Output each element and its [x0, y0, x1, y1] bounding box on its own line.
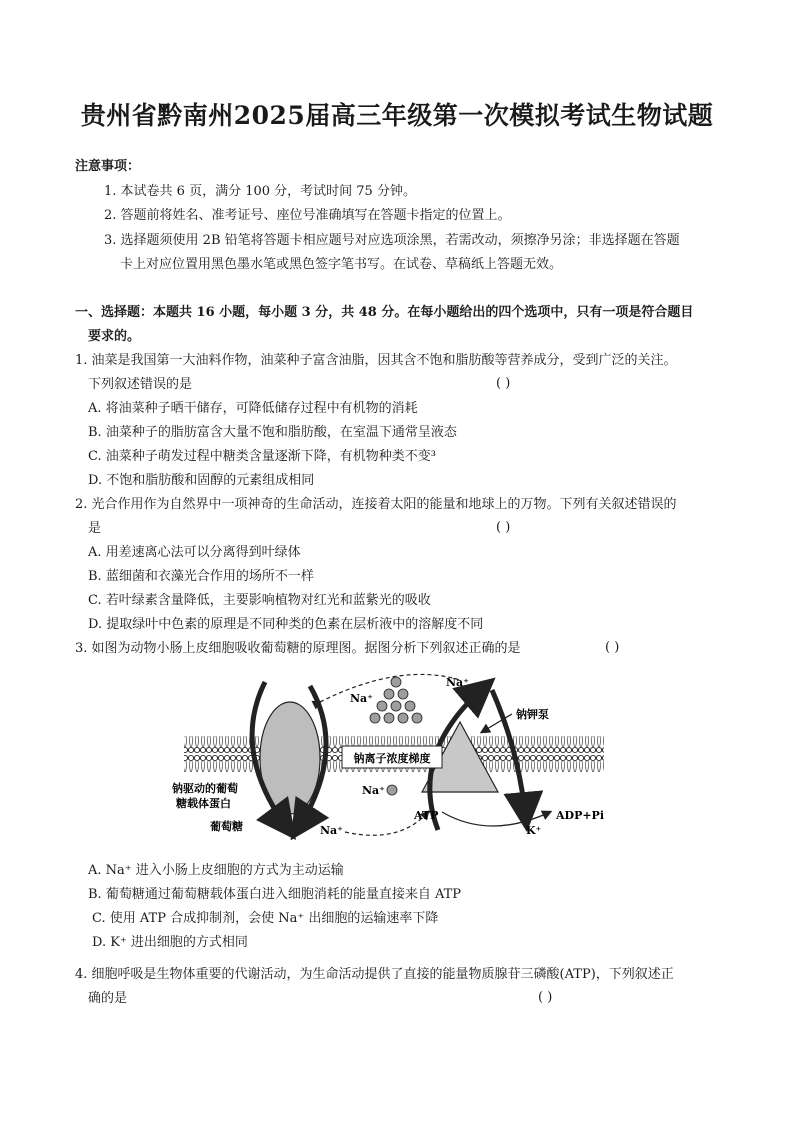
na-label-inside: Na⁺	[362, 784, 385, 797]
pump-label: 钠钾泵	[516, 708, 549, 721]
option: D. 提取绿叶中色素的原理是不同种类的色素在层析液中的溶解度不同	[88, 617, 484, 632]
question-stem: 是	[88, 521, 102, 536]
option: B. 葡萄糖通过葡萄糖载体蛋白进入细胞消耗的能量直接来自 ATP	[88, 887, 462, 902]
option: D. K⁺ 进出细胞的方式相同	[92, 935, 248, 950]
notice-item: 卡上对应位置用黑色墨水笔或黑色签字笔书写。在试卷、草稿纸上答题无效。	[120, 257, 563, 272]
atp-label: ATP	[414, 809, 439, 822]
answer-paren: ( )	[496, 376, 511, 391]
option: A. Na⁺ 进入小肠上皮细胞的方式为主动运输	[88, 863, 344, 878]
na-ions-cluster	[370, 677, 422, 723]
notice-item: 1. 本试卷共 6 页，满分 100 分，考试时间 75 分钟。	[104, 184, 416, 199]
gradient-label: 钠离子浓度梯度	[353, 752, 431, 765]
option: D. 不饱和脂肪酸和固醇的元素组成相同	[88, 473, 315, 488]
question-stem: 4. 细胞呼吸是生物体重要的代谢活动，为生命活动提供了直接的能量物质腺苷三磷酸(ATP)，下列叙述正	[75, 967, 674, 982]
question-stem: 确的是	[88, 991, 128, 1006]
notice-item: 3. 选择题须使用 2B 铅笔将答题卡相应题号对应选项涂黑，若需改动，须擦净另涂；非选择题在答题	[104, 233, 680, 248]
question-stem: 2. 光合作用作为自然界中一项神奇的生命活动，连接着太阳的能量和地球上的万物。下列有关叙述错误的	[75, 497, 677, 512]
carrier-label: 钠驱动的葡萄	[172, 782, 238, 795]
option: C. 使用 ATP 合成抑制剂，会使 Na⁺ 出细胞的运输速率下降	[92, 911, 439, 926]
question-stem: 下列叙述错误的是	[88, 377, 193, 392]
answer-paren: ( )	[496, 520, 511, 535]
question-stem: 1. 油菜是我国第一大油料作物，油菜种子富含油脂，因其含不饱和脂肪酸等营养成分，受到广泛的关注。	[75, 353, 677, 368]
section-heading: 一、选择题：本题共 16 小题，每小题 3 分，共 48 分。在每小题给出的四个选项中，只有一项是符合题目	[75, 305, 694, 320]
question-stem: 3. 如图为动物小肠上皮细胞吸收葡萄糖的原理图。据图分析下列叙述正确的是	[75, 641, 521, 656]
adp-label: ADP+Pi	[556, 809, 605, 822]
page-title: 贵州省黔南州2025届高三年级第一次模拟考试生物试题	[80, 101, 714, 130]
option: A. 将油菜种子晒干储存，可降低储存过程中有机物的消耗	[88, 401, 418, 416]
answer-paren: ( )	[605, 640, 620, 655]
option: C. 油菜种子萌发过程中糖类含量逐渐下降，有机物种类不变³	[88, 449, 436, 464]
na-label-mid: Na⁺	[350, 692, 373, 705]
option: A. 用差速离心法可以分离得到叶绿体	[88, 545, 301, 560]
carrier-label: 糖载体蛋白	[176, 797, 231, 810]
option: C. 若叶绿素含量降低，主要影响植物对红光和蓝紫光的吸收	[88, 593, 431, 608]
notice-heading: 注意事项：	[75, 159, 141, 174]
notice-item: 2. 答题前将姓名、准考证号、座位号准确填写在答题卡指定的位置上。	[104, 208, 511, 223]
na-ion-inside	[387, 785, 397, 795]
option: B. 蓝细菌和衣藻光合作用的场所不一样	[88, 569, 314, 584]
section-heading-cont: 要求的。	[88, 329, 141, 344]
option: B. 油菜种子的脂肪富含大量不饱和脂肪酸，在室温下通常呈液态	[88, 425, 457, 440]
na-label-top: Na⁺	[446, 676, 469, 689]
cell-transport-diagram	[170, 662, 630, 852]
k-label: K⁺	[526, 824, 542, 837]
glucose-label: 葡萄糖	[210, 820, 243, 833]
na-label-bottom: Na⁺	[320, 824, 343, 837]
answer-paren: ( )	[538, 990, 553, 1005]
